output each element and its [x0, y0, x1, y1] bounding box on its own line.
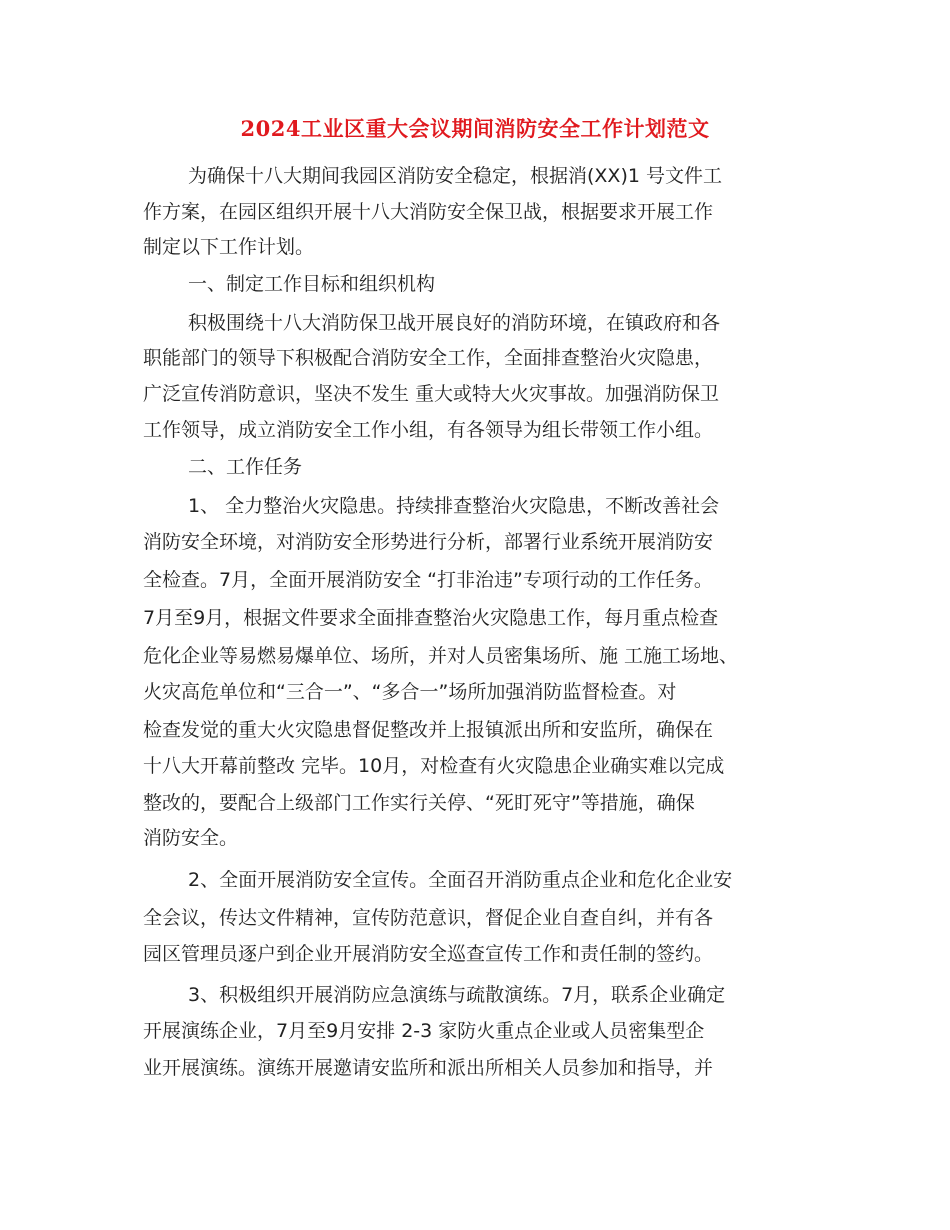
document-title: 2024工业区重大会议期间消防安全工作计划范文 [240, 116, 710, 141]
body-line: 积极围绕十八大消防保卫战开展良好的消防环境，在镇政府和各 [188, 312, 721, 334]
body-line: 作方案，在园区组织开展十八大消防安全保卫战，根据要求开展工作 [143, 201, 714, 223]
body-line: 全会议，传达文件精神，宣传防范意识，督促企业自查自纠，并有各 [143, 907, 714, 929]
body-line: 工作领导，成立消防安全工作小组，有各领导为组长带领工作小组。 [143, 419, 714, 441]
section-heading: 一、制定工作目标和组织机构 [188, 273, 436, 295]
body-line: 园区管理员逐户到企业开展消防安全巡查宣传工作和责任制的签约。 [143, 943, 714, 965]
body-line: 广泛宣传消防意识，坚决不发生 重大或特大火灾事故。加强消防保卫 [143, 383, 720, 405]
body-line: 3、积极组织开展消防应急演练与疏散演练。7月，联系企业确定 [188, 984, 726, 1006]
body-line: 7月至9月，根据文件要求全面排查整治火灾隐患工作，每月重点检查 [143, 607, 719, 629]
body-line: 开展演练企业，7月至9月安排 2-3 家防火重点企业或人员密集型企 [143, 1020, 705, 1042]
body-line: 危化企业等易燃易爆单位、场所，并对人员密集场所、施 工施工场地、 [143, 645, 739, 667]
body-line: 2、全面开展消防安全宣传。全面召开消防重点企业和危化企业安 [188, 869, 733, 891]
body-line: 十八大开幕前整改 完毕。10月，对检查有火灾隐患企业确实难以完成 [143, 755, 725, 777]
body-line: 消防安全环境，对消防安全形势进行分析，部署行业系统开展消防安 [143, 531, 714, 553]
body-line: 全检查。7月，全面开展消防安全 “打非治违”专项行动的工作任务。 [143, 569, 713, 591]
body-line: 职能部门的领导下积极配合消防安全工作，全面排查整治火灾隐患， [143, 347, 714, 369]
body-line: 检查发觉的重大火灾隐患督促整改并上报镇派出所和安监所，确保在 [143, 719, 714, 741]
body-line: 消防安全。 [143, 827, 239, 849]
body-line: 1、 全力整治火灾隐患。持续排查整治火灾隐患，不断改善社会 [188, 495, 720, 517]
body-line: 整改的，要配合上级部门工作实行关停、“死盯死守”等措施，确保 [143, 792, 695, 814]
body-line: 为确保十八大期间我园区消防安全稳定，根据消(XX)1 号文件工 [188, 165, 722, 187]
section-heading: 二、工作任务 [188, 456, 303, 478]
body-line: 制定以下工作计划。 [143, 236, 315, 258]
body-line: 火灾高危单位和“三合一”、“多合一”场所加强消防监督检查。对 [143, 681, 677, 703]
body-line: 业开展演练。演练开展邀请安监所和派出所相关人员参加和指导，并 [143, 1057, 714, 1079]
